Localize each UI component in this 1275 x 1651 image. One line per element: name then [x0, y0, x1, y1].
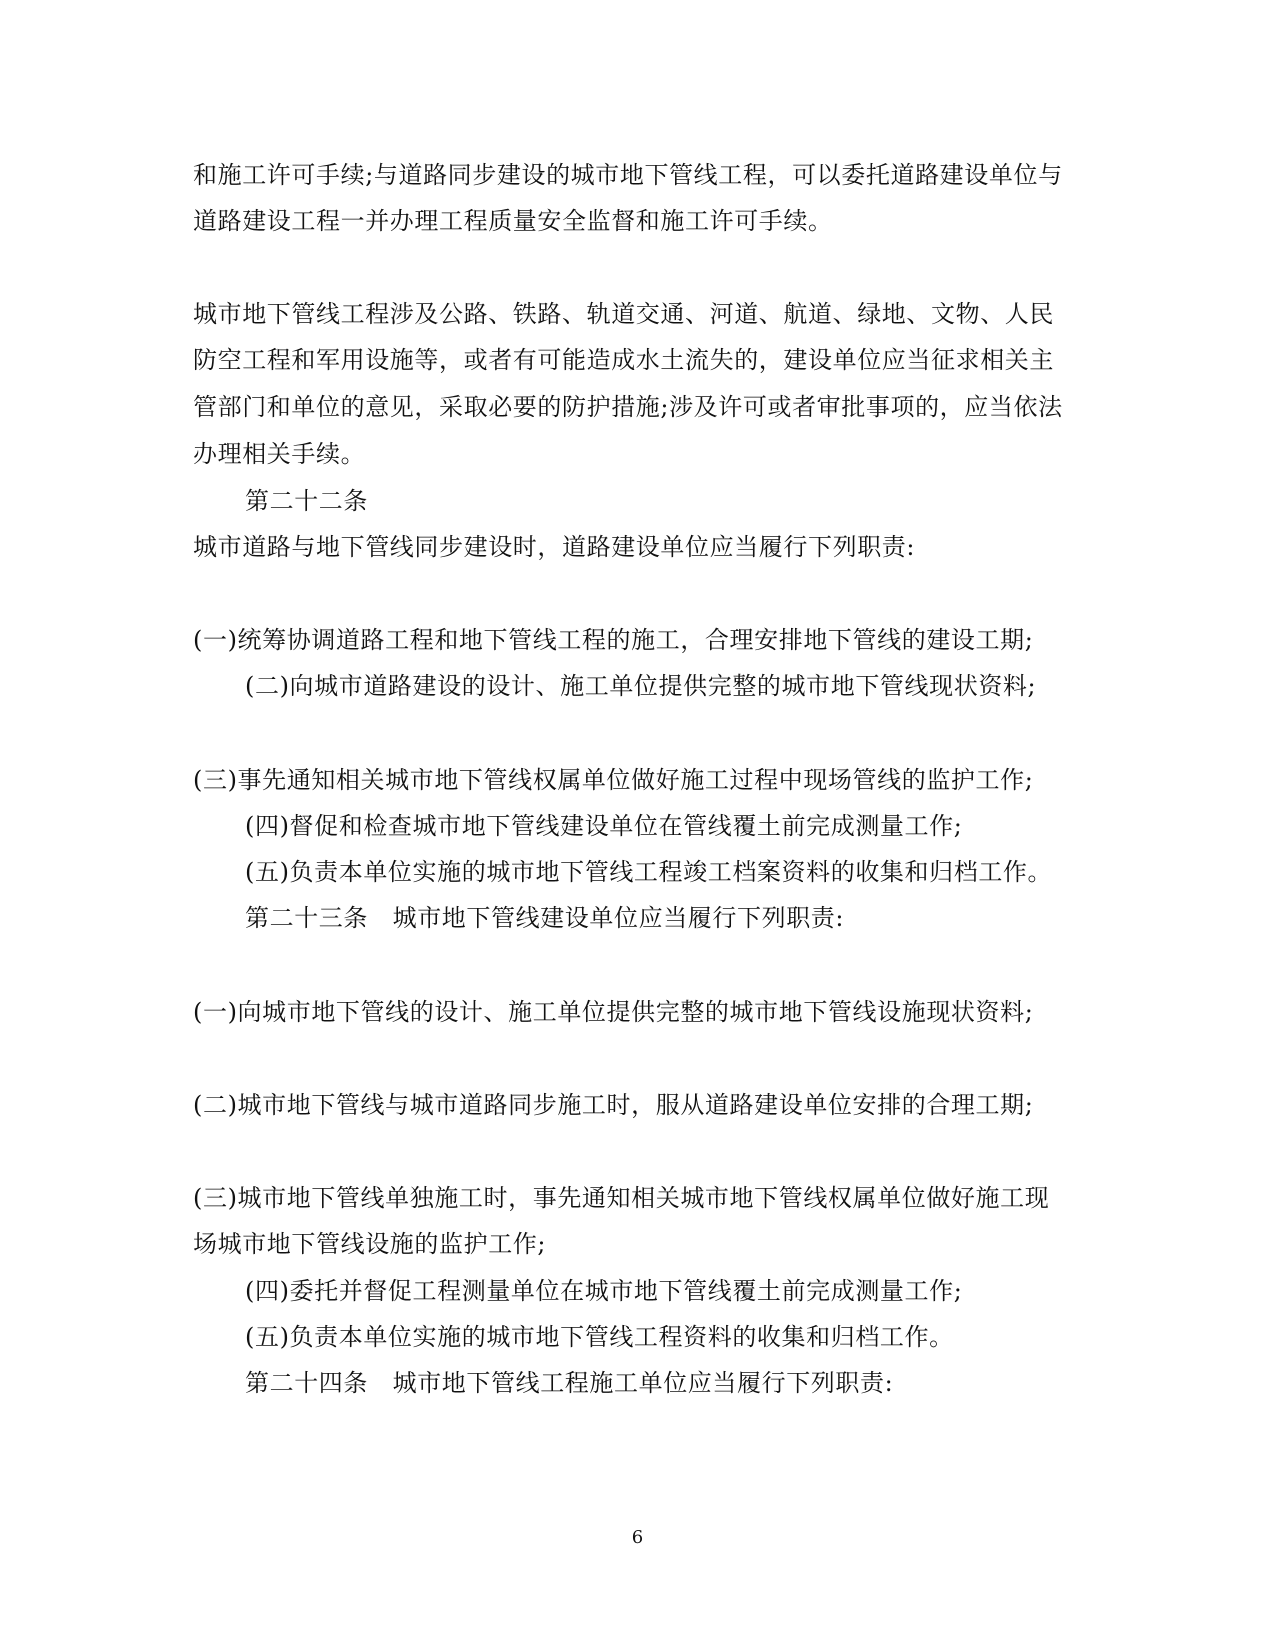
list-item: (四)委托并督促工程测量单位在城市地下管线覆土前完成测量工作; — [245, 1277, 963, 1305]
list-item: (三)事先通知相关城市地下管线权属单位做好施工过程中现场管线的监护工作; — [193, 766, 1034, 794]
list-item: (五)负责本单位实施的城市地下管线工程资料的收集和归档工作。 — [245, 1323, 954, 1351]
page-number: 6 — [631, 1527, 644, 1548]
list-item: (一)向城市地下管线的设计、施工单位提供完整的城市地下管线设施现状资料; — [193, 998, 1034, 1026]
text-line: 办理相关手续。 — [193, 440, 366, 468]
text-line: 防空工程和军用设施等，或者有可能造成水土流失的，建设单位应当征求相关主 — [193, 346, 1054, 374]
list-item: (一)统筹协调道路工程和地下管线工程的施工，合理安排地下管线的建设工期; — [193, 626, 1034, 654]
list-item: (二)向城市道路建设的设计、施工单位提供完整的城市地下管线现状资料; — [245, 672, 1037, 700]
article-heading: 第二十三条 城市地下管线建设单位应当履行下列职责: — [245, 904, 845, 932]
list-item: (二)城市地下管线与城市道路同步施工时，服从道路建设单位安排的合理工期; — [193, 1091, 1034, 1119]
text-line: 道路建设工程一并办理工程质量安全监督和施工许可手续。 — [193, 207, 833, 235]
text-line: 城市地下管线工程涉及公路、铁路、轨道交通、河道、航道、绿地、文物、人民 — [193, 300, 1054, 328]
list-item: (五)负责本单位实施的城市地下管线工程竣工档案资料的收集和归档工作。 — [245, 858, 1053, 886]
text-line: 和施工许可手续;与道路同步建设的城市地下管线工程，可以委托道路建设单位与 — [193, 161, 1063, 189]
text-line: 管部门和单位的意见，采取必要的防护措施;涉及许可或者审批事项的，应当依法 — [193, 393, 1063, 421]
article-heading: 第二十二条 — [245, 487, 368, 515]
text-line: 场城市地下管线设施的监护工作; — [193, 1230, 547, 1258]
article-heading: 第二十四条 城市地下管线工程施工单位应当履行下列职责: — [245, 1369, 894, 1397]
list-item: (三)城市地下管线单独施工时，事先通知相关城市地下管线权属单位做好施工现 — [193, 1184, 1050, 1212]
list-item: (四)督促和检查城市地下管线建设单位在管线覆土前完成测量工作; — [245, 812, 963, 840]
text-line: 城市道路与地下管线同步建设时，道路建设单位应当履行下列职责: — [193, 533, 916, 561]
